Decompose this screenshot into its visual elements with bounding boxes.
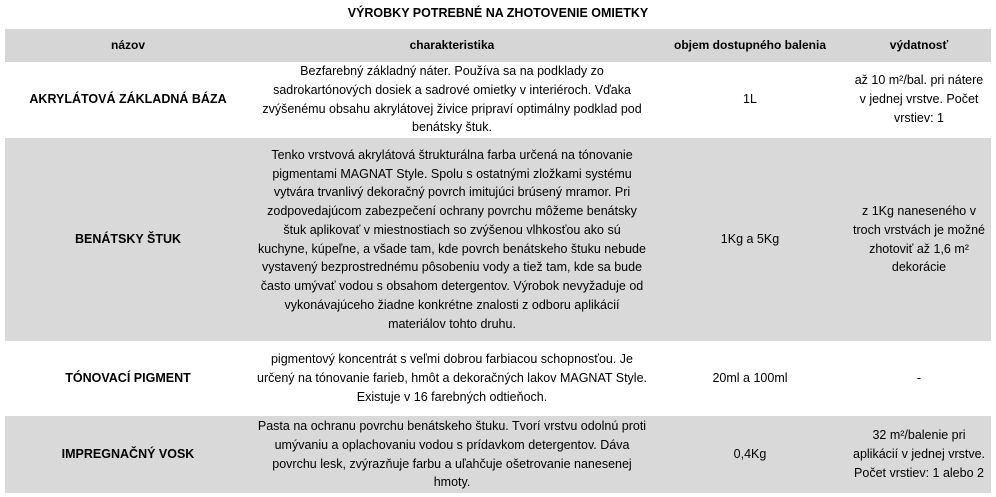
column-header-volume: objem dostupného balenia bbox=[653, 29, 847, 62]
column-header-name: názov bbox=[5, 29, 251, 62]
product-name: AKRYLÁTOVÁ ZÁKLADNÁ BÁZA bbox=[5, 62, 251, 138]
column-header-coverage: výdatnosť bbox=[847, 29, 991, 62]
product-volume: 1L bbox=[653, 62, 847, 138]
product-coverage: z 1Kg naneseného v troch vrstvách je možné zhotoviť až 1,6 m² dekorácie bbox=[847, 138, 991, 342]
product-coverage: 32 m²/balenie pri aplikácií v jednej vrstve. Počet vrstiev: 1 alebo 2 bbox=[847, 416, 991, 494]
product-volume: 1Kg a 5Kg bbox=[653, 138, 847, 342]
product-coverage: - bbox=[847, 341, 991, 416]
product-description: Tenko vrstvová akrylátová štrukturálna farba určená na tónovanie pigmentami MAGNAT Style. Spolu s ostatnými zložkami systému vytvára trvanlivý dekoračný povrch imitujúci brúsený mramor. Pri zodpovedajúcom zabezpečení ochrany povrchu môžeme benátsky štuk aplikovať v miestnostiach so zvýšenou vlhkosťou ako sú kuchyne, kúpeľne, a všade tam, kde povrch benátskeho štuku nebude vystavený bezprostrednému pôsobeniu vody a tiež tam, kde sa bude často umývať vodou s obsahom detergentov. Výrobok nevyžaduje od vykonávajúceho žiadne konkrétne znalosti z odboru aplikácií materiálov tohto druhu. bbox=[251, 138, 653, 342]
column-header-characteristics: charakteristika bbox=[251, 29, 653, 62]
table-title: VÝROBKY POTREBNÉ NA ZHOTOVENIE OMIETKY bbox=[347, 6, 649, 20]
table-row bbox=[5, 341, 991, 416]
product-name: IMPREGNAČNÝ VOSK bbox=[5, 416, 251, 494]
product-description: Bezfarebný základný náter. Používa sa na podklady zo sadrokartónových dosiek a sadrové omietky v interiéroch. Vďaka zvýšenému obsahu akrylátovej živice pripraví optimálny podklad pod benátsky štuk. bbox=[251, 62, 653, 138]
product-coverage: až 10 m²/bal. pri nátere v jednej vrstve. Počet vrstiev: 1 bbox=[847, 62, 991, 138]
table-header-row bbox=[5, 29, 991, 62]
table-row bbox=[5, 138, 991, 342]
product-description: pigmentový koncentrát s veľmi dobrou farbiacou schopnosťou. Je určený na tónovanie farieb, hmôt a dekoračných lakov MAGNAT Style. Existuje v 16 farebných odtieňoch. bbox=[251, 341, 653, 416]
product-name: BENÁTSKY ŠTUK bbox=[5, 138, 251, 342]
product-description: Pasta na ochranu povrchu benátskeho štuku. Tvorí vrstvu odolnú proti umývaniu a oplachovaniu vodou s prídavkom detergentov. Dáva povrchu lesk, zvýrazňuje farbu a uľahčuje ošetrovanie nanesenej hmoty. bbox=[251, 416, 653, 494]
products-table bbox=[5, 29, 991, 493]
table-row bbox=[5, 416, 991, 494]
product-volume: 0,4Kg bbox=[653, 416, 847, 494]
product-name: TÓNOVACÍ PIGMENT bbox=[5, 341, 251, 416]
table-row bbox=[5, 62, 991, 138]
product-volume: 20ml a 100ml bbox=[653, 341, 847, 416]
